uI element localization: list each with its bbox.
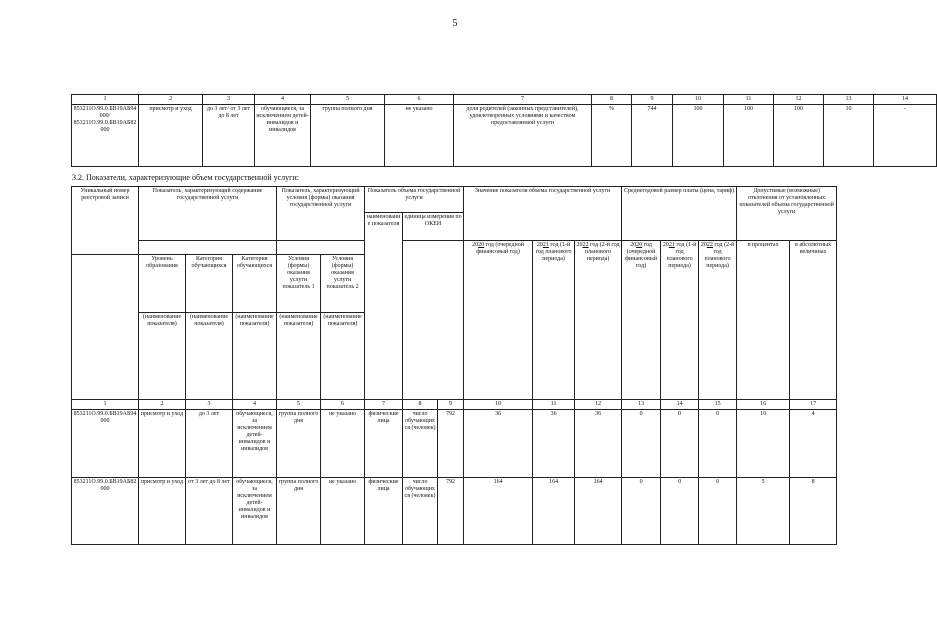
year-suffix: год (2-й год планового периода) [584, 242, 620, 262]
cell-unit: число обучающихся (человек) [403, 410, 438, 478]
column-number: 8 [403, 400, 438, 410]
header-number: 11 [724, 95, 774, 105]
cell-condition-2: не указано [321, 410, 365, 478]
sub-paren-label: (наименование показателя) [186, 313, 233, 400]
year-prefix: 20 [662, 242, 669, 248]
cell-fee: 0 [661, 478, 699, 545]
cell-fee: 0 [699, 478, 737, 545]
sub-paren-label: (наименование показателя) [277, 313, 321, 400]
table-row [72, 105, 937, 167]
header-row-3 [72, 241, 837, 255]
cell-registry: 853211О.99.0.БВ19АБ82000 [72, 478, 139, 545]
cell-registry: 853211О.99.0.БВ19АБ94000/ 853211О.99.0.БВ19АБ82000 [72, 105, 139, 167]
header-number: 6 [385, 95, 454, 105]
header-year-3 [575, 241, 622, 400]
header-conditions-empty [277, 241, 365, 255]
cell-category: обучающиеся, за исключением детей-инвалидов и инвалидов [233, 478, 277, 545]
cell-fee: 0 [699, 410, 737, 478]
table-row [72, 478, 837, 545]
year-prefix: 20 [630, 242, 637, 248]
cell-age: до 3 лет [186, 410, 233, 478]
header-number: 4 [255, 95, 311, 105]
column-number: 11 [533, 400, 575, 410]
header-conditions: Показатель, характеризующий условия (формы) оказания государственной услуги [277, 187, 365, 241]
section-heading: 3.2. Показатели, характеризующие объем государственной услуги: [72, 173, 299, 182]
cell-content: присмотр и уход [139, 478, 186, 545]
cell-deviation: 5 [737, 478, 790, 545]
cell-content: присмотр и уход [139, 410, 186, 478]
header-fee: Среднегодовой размер платы (цена, тариф) [622, 187, 737, 241]
header-number: 9 [632, 95, 673, 105]
header-absolute: в абсолютных величинах [790, 241, 837, 400]
header-number: 3 [203, 95, 255, 105]
header-registry: Уникальный номер реестровой записи [72, 187, 139, 255]
header-unit-empty [403, 241, 464, 400]
column-number: 5 [277, 400, 321, 410]
header-deviation: Допустимые (возможные) отклонения от установленных показателей объема государственной услуги [737, 187, 837, 241]
header-indicator-name: наименование показателя [365, 213, 403, 400]
cell-condition: группа полного дня [277, 410, 321, 478]
column-number: 17 [790, 400, 837, 410]
year-number: 21 [668, 242, 675, 248]
year-number: 20 [478, 242, 485, 248]
header-volume-value: Значение показателя объема государственной услуги [464, 187, 622, 241]
header-number: 8 [592, 95, 632, 105]
cell-deviation: 8 [790, 478, 837, 545]
cell-deviation: 10 [824, 105, 874, 167]
cell-indicator: физические лица [365, 478, 403, 545]
sub-paren-label: (наименование показателя) [233, 313, 277, 400]
header-number: 1 [72, 95, 139, 105]
year-suffix: год (1-й год планового периода) [666, 242, 697, 269]
column-number: 3 [186, 400, 233, 410]
sub-condition-1: Условия (формы) оказания услуги показатель 1 [277, 255, 321, 313]
header-number: 14 [874, 95, 937, 105]
year-number: 20 [636, 242, 643, 248]
header-fee-year-3 [699, 241, 737, 400]
column-number: 10 [464, 400, 533, 410]
cell-fee: 0 [622, 410, 661, 478]
column-number: 14 [661, 400, 699, 410]
cell-value: 36 [575, 410, 622, 478]
header-year-2 [533, 241, 575, 400]
cell-deviation: 4 [790, 410, 837, 478]
cell-deviation: 10 [737, 410, 790, 478]
header-number: 2 [139, 95, 203, 105]
year-prefix: 20 [472, 242, 479, 248]
table-row [72, 410, 837, 478]
cell-code: 792 [438, 478, 464, 545]
column-number: 1 [72, 400, 139, 410]
header-number: 7 [454, 95, 592, 105]
sub-category-1: Категория обучающихся [186, 255, 233, 313]
column-number: 9 [438, 400, 464, 410]
sub-level: Уровень образования [139, 255, 186, 313]
cell-condition-2: не указано [385, 105, 454, 167]
cell-condition-2: не указано [321, 478, 365, 545]
header-number: 10 [673, 95, 724, 105]
year-suffix: год (очередной финансовый год) [476, 242, 524, 255]
sub-paren-label: (наименование показателя) [321, 313, 365, 400]
header-number: 5 [311, 95, 385, 105]
header-registry-empty [72, 255, 139, 400]
cell-category: обучающиеся, за исключением детей-инвалидов и инвалидов [255, 105, 311, 167]
header-content: Показатель, характеризующий содержание государственной услуги [139, 187, 277, 241]
cell-fee: 0 [661, 410, 699, 478]
header-row-1 [72, 187, 837, 213]
cell-code: 792 [438, 410, 464, 478]
sub-category-2: Категория обучающихся [233, 255, 277, 313]
cell-value: 164 [464, 478, 533, 545]
year-prefix: 20 [576, 242, 583, 248]
column-number: 7 [365, 400, 403, 410]
cell-unit: число обучающихся (человек) [403, 478, 438, 545]
header-content-empty [139, 241, 277, 255]
cell-content: присмотр и уход [139, 105, 203, 167]
header-percent: в процентах [737, 241, 790, 400]
sub-condition-2: Условия (формы) оказания услуги показатель 2 [321, 255, 365, 313]
year-suffix: год (1-й год планового периода) [535, 242, 572, 262]
sub-paren-label: (наименование показателя) [139, 313, 186, 400]
column-number-row [72, 400, 837, 410]
column-number: 2 [139, 400, 186, 410]
cell-value: 164 [533, 478, 575, 545]
cell-code: 744 [632, 105, 673, 167]
column-number: 16 [737, 400, 790, 410]
cell-condition: группа полного дня [277, 478, 321, 545]
page-number: 5 [452, 18, 458, 29]
cell-value: 100 [774, 105, 824, 167]
cell-value: 100 [724, 105, 774, 167]
column-number: 13 [622, 400, 661, 410]
cell-condition: группа полного дня [311, 105, 385, 167]
cell-category: обучающиеся, за исключением детей-инвалидов и инвалидов [233, 410, 277, 478]
cell-value: 164 [575, 478, 622, 545]
year-number: 22 [582, 242, 589, 248]
cell-value: 100 [673, 105, 724, 167]
cell-unit: % [592, 105, 632, 167]
column-number: 4 [233, 400, 277, 410]
year-suffix: год (2-й год планового периода) [704, 242, 735, 269]
column-number: 12 [575, 400, 622, 410]
cell-value: 36 [533, 410, 575, 478]
header-volume: Показатель объема государственной услуги [365, 187, 464, 213]
cell-indicator: физические лица [365, 410, 403, 478]
header-unit: единица измерения по ОКЕИ [403, 213, 464, 241]
quality-table [71, 94, 937, 167]
header-number: 13 [824, 95, 874, 105]
year-suffix: год (очередной финансовый год) [625, 242, 658, 269]
cell-deviation: - [874, 105, 937, 167]
year-prefix: 20 [536, 242, 543, 248]
cell-age: до 3 лет/ от 3 лет до 8 лет [203, 105, 255, 167]
quality-table-header-row [72, 95, 937, 105]
header-number: 12 [774, 95, 824, 105]
year-number: 22 [706, 242, 713, 248]
header-year-1 [464, 241, 533, 400]
year-number: 21 [542, 242, 549, 248]
cell-age: от 3 лет до 8 лет [186, 478, 233, 545]
column-number: 6 [321, 400, 365, 410]
cell-indicator: доля родителей (законных представителей), удовлетворенных условиями и качеством предоставляемой услуги [454, 105, 592, 167]
column-number: 15 [699, 400, 737, 410]
cell-registry: 853211О.99.0.БВ19АБ94000 [72, 410, 139, 478]
year-prefix: 20 [700, 242, 707, 248]
volume-table [71, 186, 837, 545]
header-fee-year-1 [622, 241, 661, 400]
header-fee-year-2 [661, 241, 699, 400]
cell-fee: 0 [622, 478, 661, 545]
cell-value: 36 [464, 410, 533, 478]
